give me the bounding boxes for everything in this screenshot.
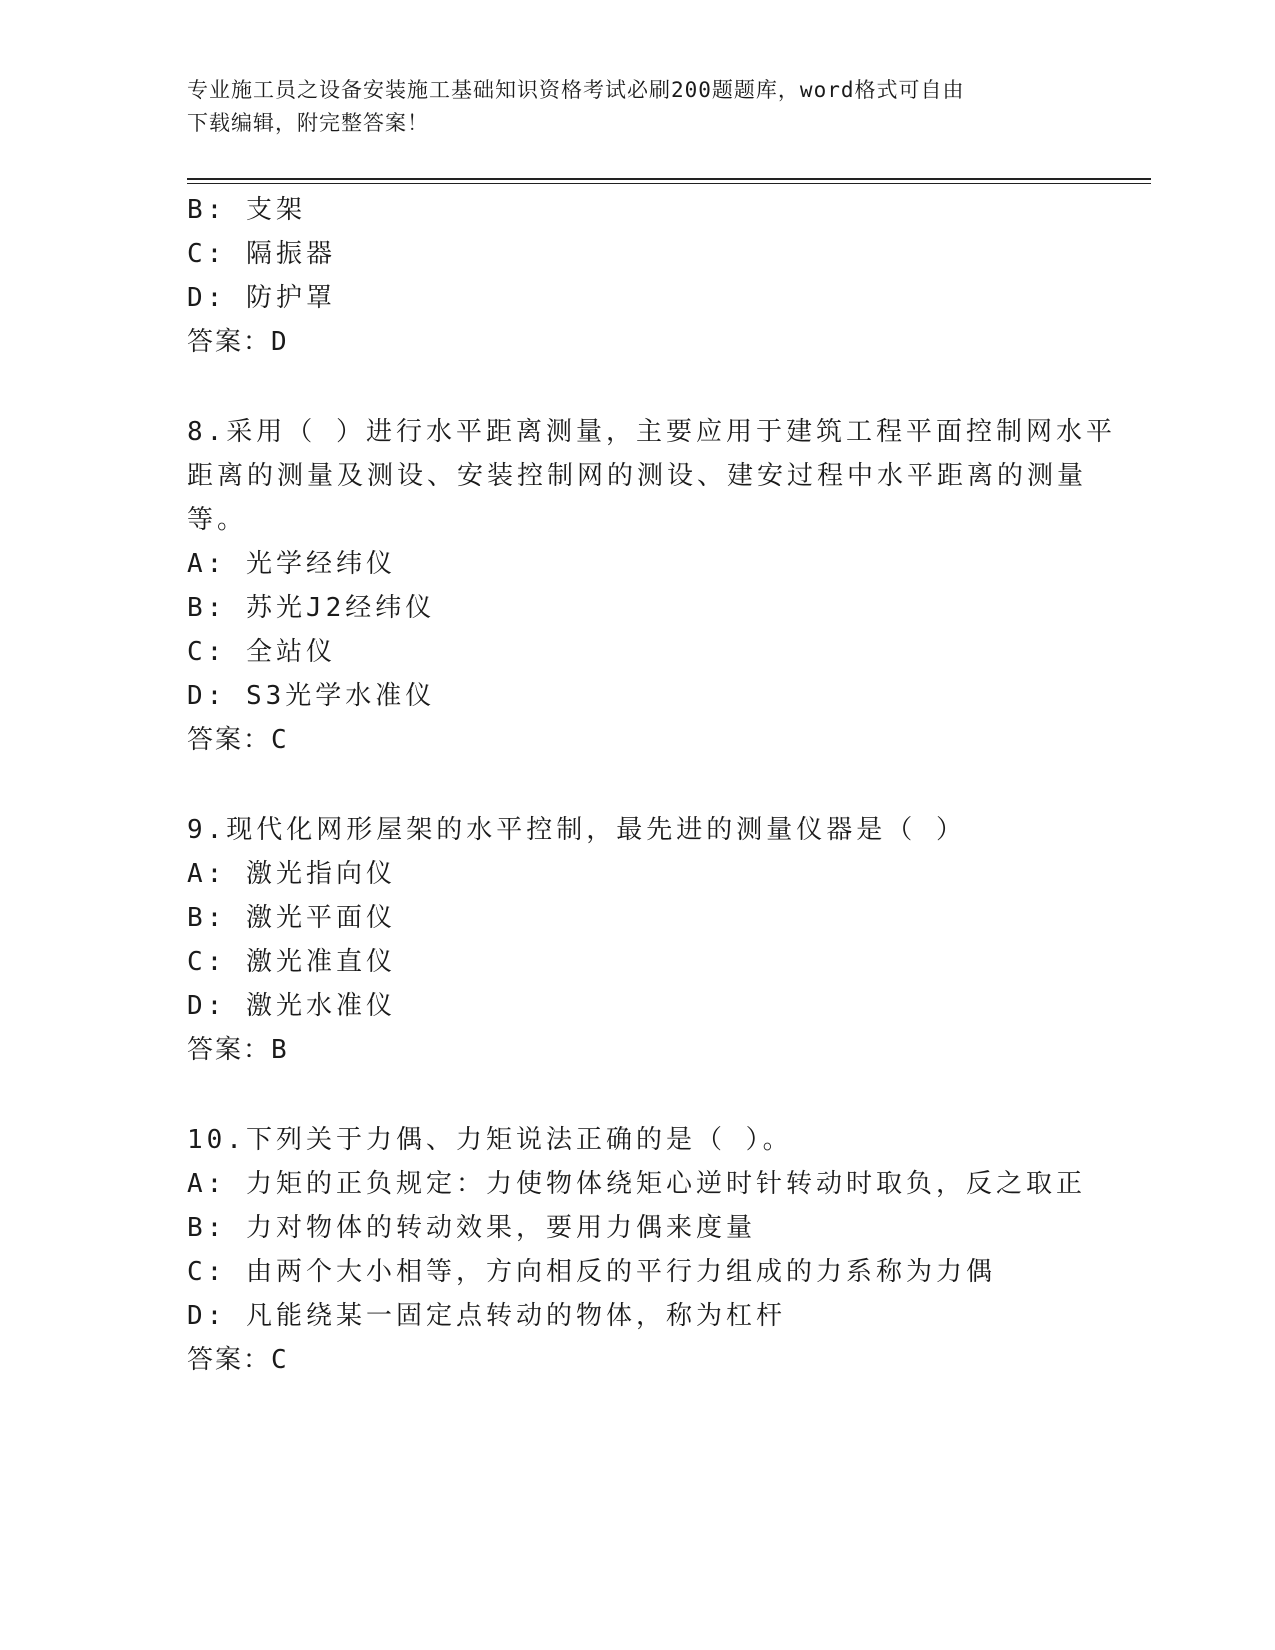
q8-answer: 答案：C	[187, 725, 289, 755]
q8-option-d: D: S3光学水准仪	[187, 681, 436, 711]
q7-option-d: D: 防护罩	[187, 283, 336, 313]
q8-option-b: B: 苏光J2经纬仪	[187, 593, 436, 623]
q9-answer: 答案：B	[187, 1035, 289, 1065]
q10-answer: 答案：C	[187, 1345, 289, 1375]
q9-option-a: A: 激光指向仪	[187, 859, 396, 889]
q8-stem-line-2: 距离的测量及测设、安装控制网的测设、建安过程中水平距离的测量	[187, 461, 1088, 491]
q10-option-d: D: 凡能绕某一固定点转动的物体，称为杠杆	[187, 1301, 786, 1331]
q10-option-b: B: 力对物体的转动效果，要用力偶来度量	[187, 1213, 756, 1243]
q8-stem-line-1: 8.采用（ ）进行水平距离测量，主要应用于建筑工程平面控制网水平	[187, 417, 1116, 447]
header-line-1: 专业施工员之设备安装施工基础知识资格考试必刷200题题库，word格式可自由	[187, 78, 965, 102]
q9-stem-line-1: 9.现代化网形屋架的水平控制，最先进的测量仪器是（ ）	[187, 815, 966, 845]
q10-option-c: C: 由两个大小相等，方向相反的平行力组成的力系称为力偶	[187, 1257, 996, 1287]
q9-option-c: C: 激光准直仪	[187, 947, 396, 977]
q10-option-a: A: 力矩的正负规定：力使物体绕矩心逆时针转动时取负，反之取正	[187, 1169, 1086, 1199]
q8-option-c: C: 全站仪	[187, 637, 336, 667]
q7-option-c: C: 隔振器	[187, 239, 336, 269]
page-header	[187, 74, 1087, 140]
q10-stem-line-1: 10.下列关于力偶、力矩说法正确的是（ ）。	[187, 1125, 793, 1155]
header-divider-top	[187, 178, 1151, 180]
q7-option-b: B: 支架	[187, 195, 306, 225]
q9-option-b: B: 激光平面仪	[187, 903, 396, 933]
q7-answer: 答案：D	[187, 327, 289, 357]
header-line-2: 下载编辑，附完整答案！	[187, 111, 429, 135]
q8-option-a: A: 光学经纬仪	[187, 549, 396, 579]
header-divider-bottom	[187, 183, 1151, 184]
q8-stem-line-3: 等。	[187, 505, 248, 535]
q9-option-d: D: 激光水准仪	[187, 991, 396, 1021]
